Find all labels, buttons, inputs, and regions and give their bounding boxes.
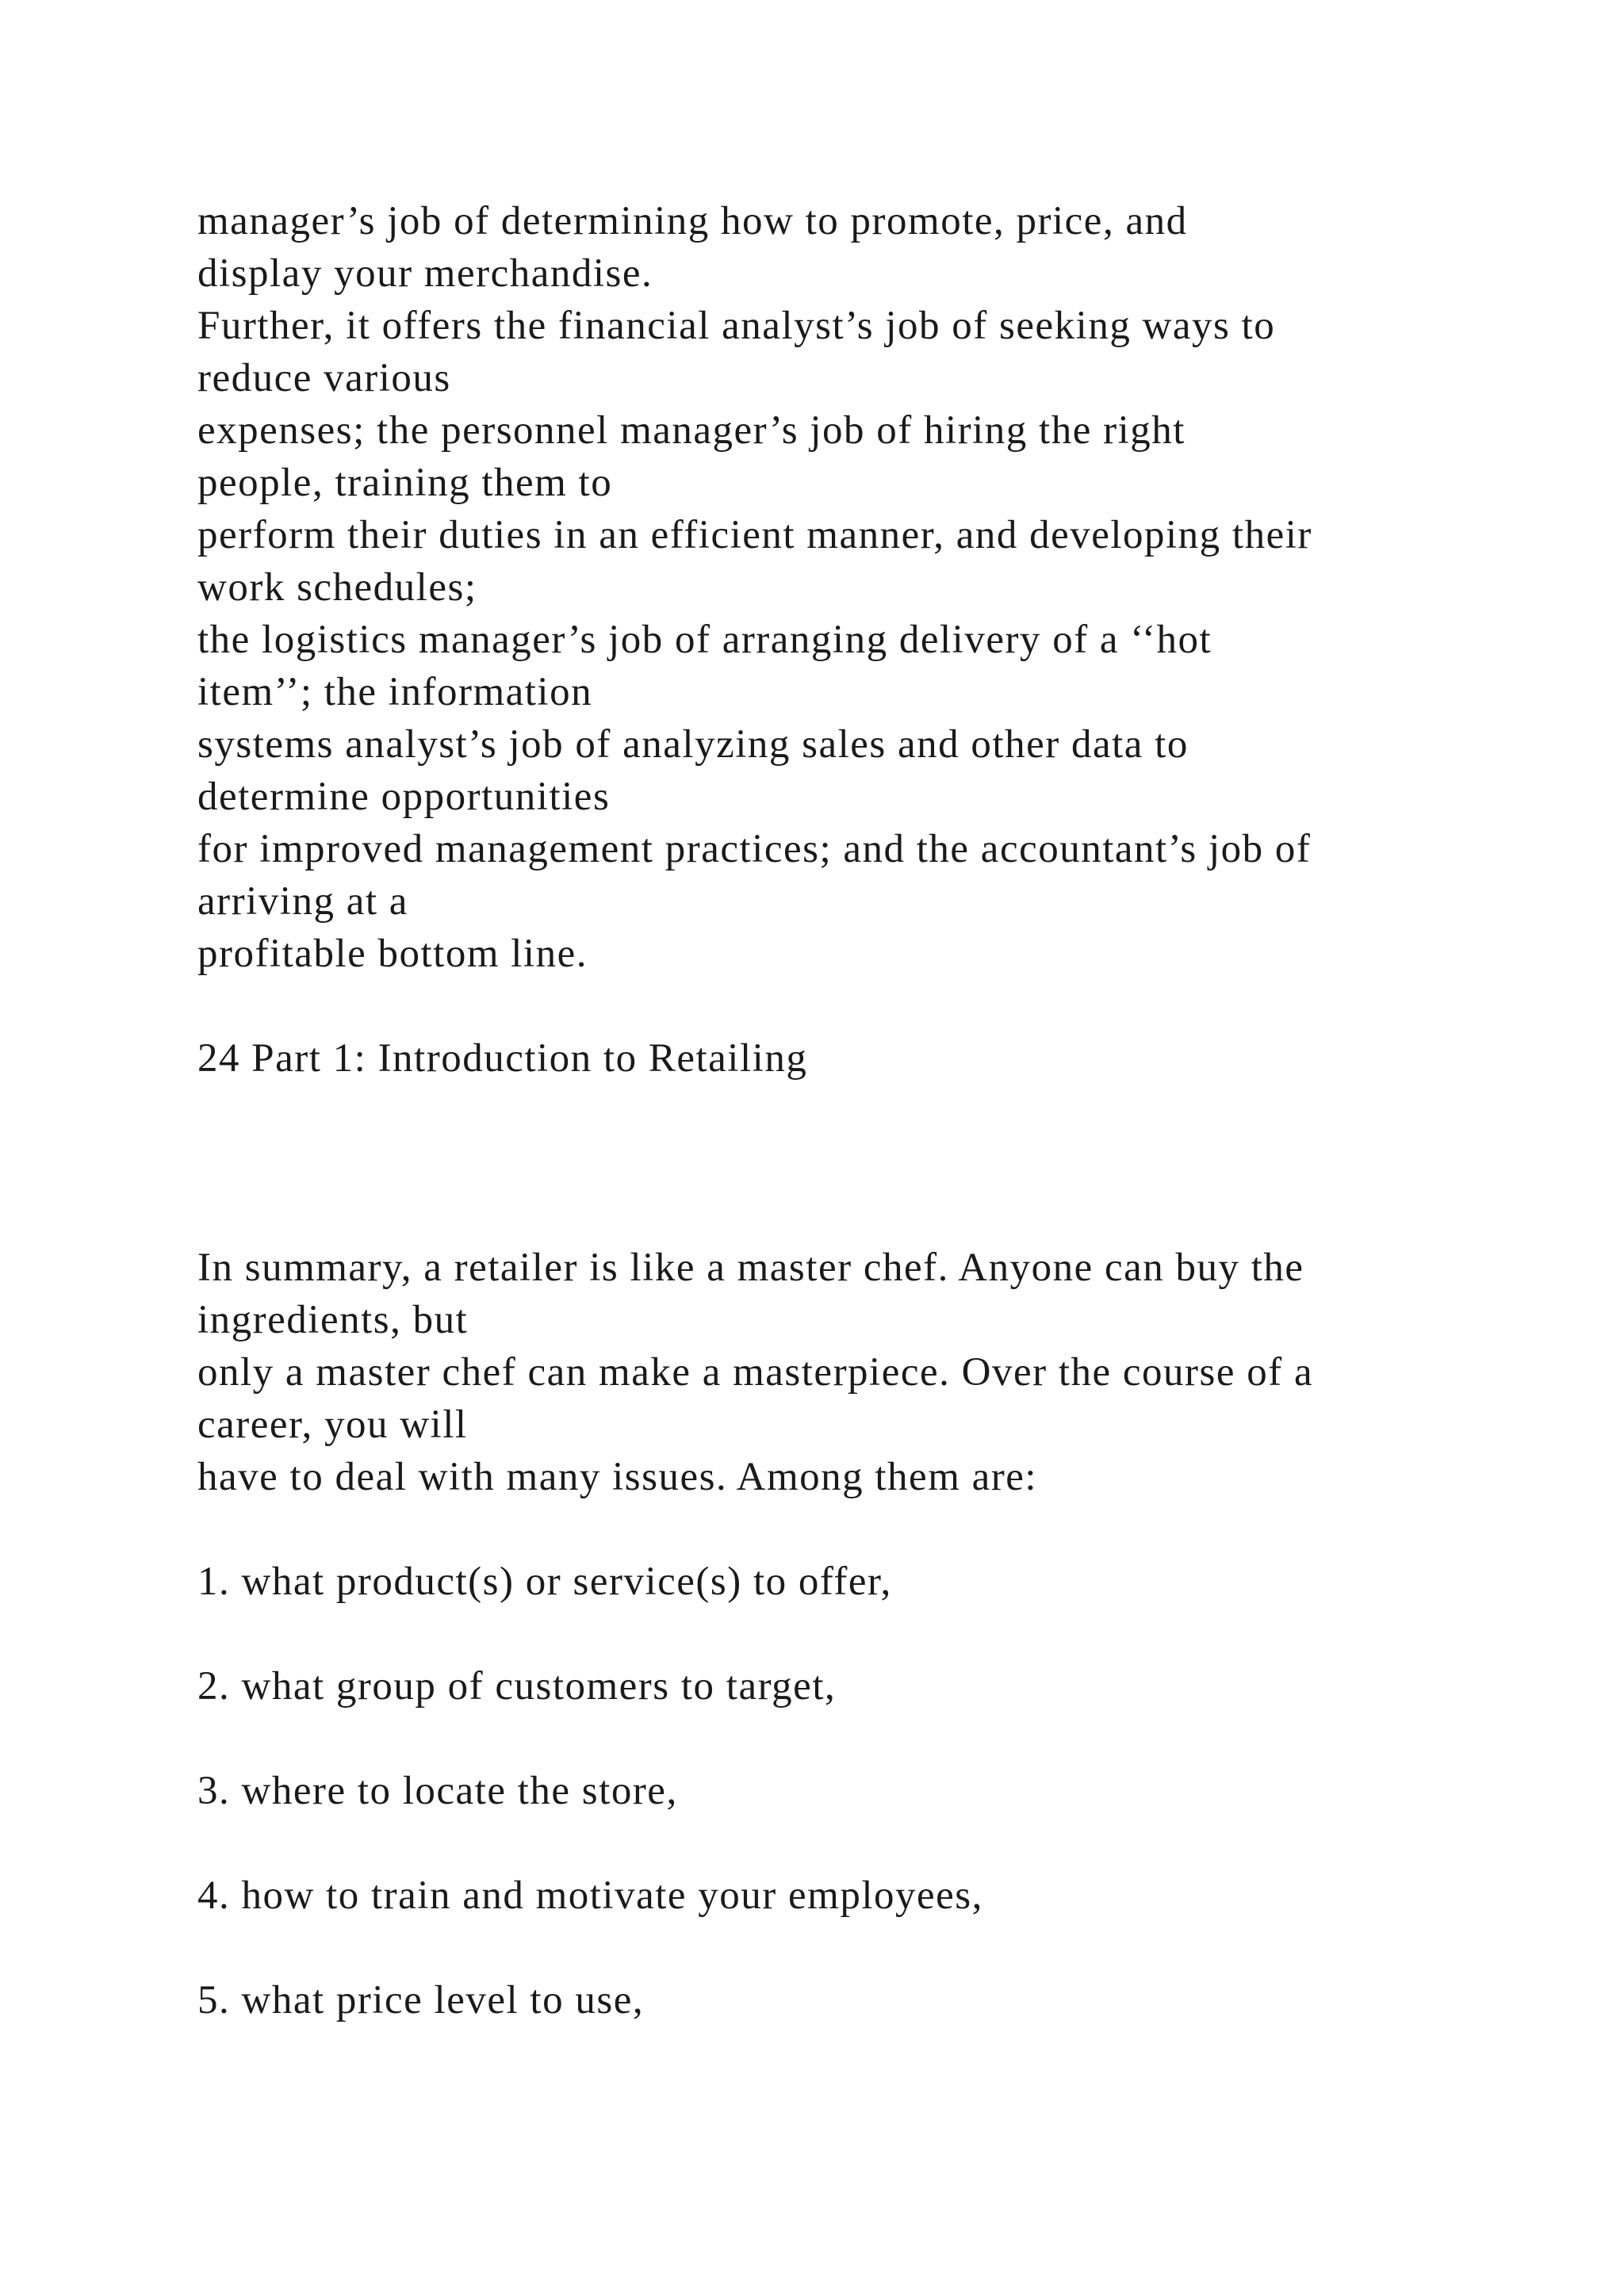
text-line: have to deal with many issues. Among them are:: [197, 1455, 1038, 1499]
text-line: the logistics manager’s job of arranging delivery of a ‘‘hot: [197, 618, 1212, 662]
text-line: arriving at a: [197, 879, 408, 924]
text-line: work schedules;: [197, 565, 477, 610]
list-item: 2. what group of customers to target,: [197, 1664, 837, 1709]
page-header: 24 Part 1: Introduction to Retailing: [197, 1036, 808, 1081]
list-item: 5. what price level to use,: [197, 1978, 645, 2022]
text-line: expenses; the personnel manager’s job of hiring the right: [197, 408, 1185, 453]
text-line: ingredients, but: [197, 1298, 469, 1342]
text-line: determine opportunities: [197, 775, 611, 819]
list-item: 1. what product(s) or service(s) to offer,: [197, 1559, 892, 1604]
list-item: 4. how to train and motivate your employees,: [197, 1873, 983, 1918]
text-line: display your merchandise.: [197, 251, 653, 296]
text-line: perform their duties in an efficient manner, and developing their: [197, 513, 1312, 557]
list-item: 3. where to locate the store,: [197, 1769, 678, 1813]
text-line: profitable bottom line.: [197, 932, 588, 976]
text-line: item’’; the information: [197, 670, 593, 714]
text-line: systems analyst’s job of analyzing sales and other data to: [197, 722, 1189, 767]
text-line: In summary, a retailer is like a master chef. Anyone can buy the: [197, 1246, 1304, 1290]
text-line: people, training them to: [197, 461, 613, 505]
text-line: reduce various: [197, 356, 451, 400]
text-line: for improved management practices; and the accountant’s job of: [197, 827, 1312, 871]
text-line: only a master chef can make a masterpiece. Over the course of a: [197, 1350, 1314, 1395]
text-line: manager’s job of determining how to promote, price, and: [197, 199, 1188, 243]
text-line: Further, it offers the financial analyst’s job of seeking ways to: [197, 304, 1276, 348]
text-line: career, you will: [197, 1402, 468, 1447]
